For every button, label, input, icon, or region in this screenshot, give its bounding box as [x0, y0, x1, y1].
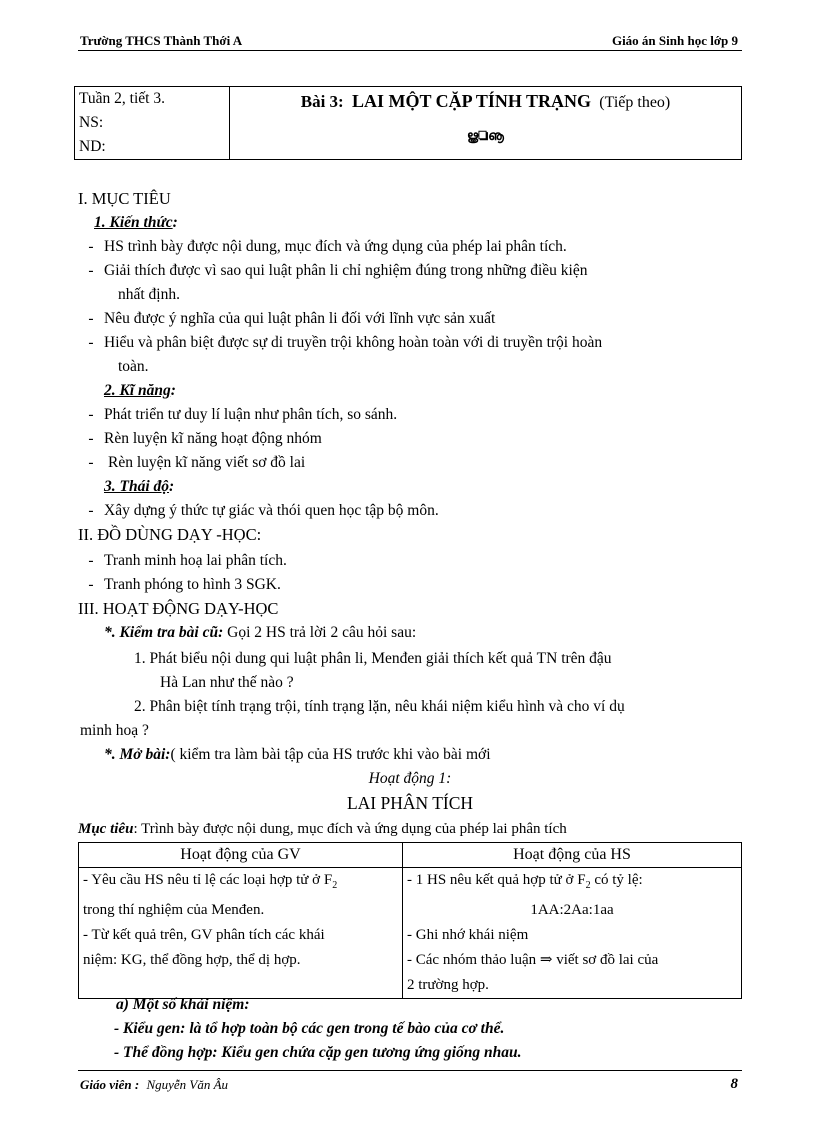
lesson-info-box — [74, 86, 742, 160]
question-2: 2. Phân biệt tính trạng trội, tính trạng lặn, nêu khái niệm kiểu hình và cho ví dụ — [134, 698, 625, 715]
activity-goal: Mục tiêu: Trình bày được nội dung, mục đích và ứng dụng của phép lai phân tích — [78, 821, 567, 837]
question-1: 1. Phát biểu nội dung qui luật phân li, Menđen giải thích kết quả TN trên đậu — [134, 650, 612, 667]
activity-heading: LAI PHÂN TÍCH — [346, 793, 474, 813]
attitude-item-1: - Xây dựng ý thức tự giác và thói quen học tập bộ môn. — [88, 502, 439, 519]
equipment-item-2: - Tranh phóng to hình 3 SGK. — [88, 576, 281, 593]
intro-label: *. Mở bài: — [104, 746, 171, 763]
knowledge-item-4: - Hiểu và phân biệt được sự di truyền trội không hoàn toàn với di truyền trội hoàn — [88, 334, 603, 351]
lesson-title: LAI MỘT CẶP TÍNH TRẠNG — [351, 91, 592, 111]
attitude-label: 3. Thái độ — [104, 478, 170, 495]
lesson-number: Bài 3: — [300, 92, 344, 111]
lesson-title-line — [230, 91, 741, 112]
knowledge-item-2-cont: nhất định. — [118, 286, 180, 303]
teacher-name: Nguyễn Văn Âu — [146, 1077, 229, 1092]
header-rule — [78, 50, 742, 51]
skills-item-3: - Rèn luyện kĩ năng viết sơ đồ lai — [88, 454, 306, 471]
subject-name: Giáo án Sinh học lớp 9 — [611, 33, 738, 48]
footer-rule — [78, 1070, 742, 1071]
concept-homozygous: - Thể đồng hợp: Kiểu gen chứa cặp gen tương ứng giống nhau. — [114, 1044, 522, 1061]
question-2-cont: minh hoạ ? — [80, 722, 149, 739]
section-3-title: III. HOẠT ĐỘNG DẠY-HỌC — [78, 599, 279, 618]
table-header-row — [79, 843, 742, 868]
school-name: Trường THCS Thành Thới A — [80, 33, 243, 48]
skills-heading: 2. Kĩ năng: — [104, 382, 176, 399]
section-1-title: I. MỤC TIÊU — [78, 189, 171, 208]
goal-label: Mục tiêu — [78, 821, 134, 837]
equipment-item-1: - Tranh minh hoạ lai phân tích. — [88, 552, 287, 569]
nd-label: ND: — [79, 138, 106, 155]
attitude-heading: 3. Thái độ: — [104, 478, 175, 495]
skills-item-1: - Phát triển tư duy lí luận như phân tích, so sánh. — [88, 406, 398, 423]
page-number: 8 — [730, 1076, 738, 1092]
knowledge-label: 1. Kiến thức — [94, 214, 173, 231]
check-label: *. Kiểm tra bài cũ: — [104, 624, 224, 641]
col-gv-header: Hoạt động của GV — [79, 843, 403, 868]
lesson-note: (Tiếp theo) — [599, 94, 671, 111]
ornament: ൠ❏ൡ — [467, 128, 504, 143]
intro: *. Mở bài:( kiểm tra làm bài tập của HS trước khi vào bài mới — [104, 746, 491, 763]
week-label: Tuần 2, tiết 3. — [79, 90, 165, 107]
activity-table — [78, 842, 742, 999]
knowledge-item-2: - Giải thích được vì sao qui luật phân li chỉ nghiệm đúng trong những điều kiện — [88, 262, 588, 279]
hs-cell: - 1 HS nêu kết quả hợp tử ở $F_2$ có tỷ lệ: 1AA:2Aa:1aa - Ghi nhớ khái niệm - Các nhóm thảo luận ⇒ viết sơ đồ lai của 2 trường hợp. — [403, 868, 742, 999]
check-old-lesson: *. Kiểm tra bài cũ: Gọi 2 HS trả lời 2 câu hỏi sau: — [104, 624, 417, 641]
knowledge-item-4-cont: toàn. — [118, 358, 149, 375]
section-2-title: II. ĐỒ DÙNG DẠY -HỌC: — [78, 525, 262, 544]
col-hs-header: Hoạt động của HS — [403, 843, 742, 868]
table-row — [79, 868, 742, 999]
skills-item-2: - Rèn luyện kĩ năng hoạt động nhóm — [88, 430, 322, 447]
gv-cell: - Yêu cầu HS nêu tỉ lệ các loại hợp tử ở $F_2$ trong thí nghiệm của Menđen. - Từ kết quả trên, GV phân tích các khái niệm: KG, thể đồng hợp, thể dị hợp. — [79, 868, 403, 999]
knowledge-heading: 1. Kiến thức: — [94, 214, 178, 231]
teacher-line — [80, 1077, 228, 1093]
concepts-title: a) Một số khái niệm: — [116, 996, 250, 1013]
concept-genotype: - Kiểu gen: là tổ hợp toàn bộ các gen trong tế bào của cơ thể. — [114, 1020, 505, 1037]
question-1-cont: Hà Lan như thế nào ? — [160, 674, 294, 691]
knowledge-item-3: - Nêu được ý nghĩa của qui luật phân li đối với lĩnh vực sản xuất — [88, 310, 496, 327]
skills-label: 2. Kĩ năng — [104, 382, 171, 399]
teacher-label: Giáo viên : — [80, 1077, 140, 1092]
knowledge-item-1: - HS trình bày được nội dung, mục đích và ứng dụng của phép lai phân tích. — [88, 238, 567, 255]
activity-label: Hoạt động 1: — [368, 770, 452, 787]
ns-label: NS: — [79, 114, 104, 131]
